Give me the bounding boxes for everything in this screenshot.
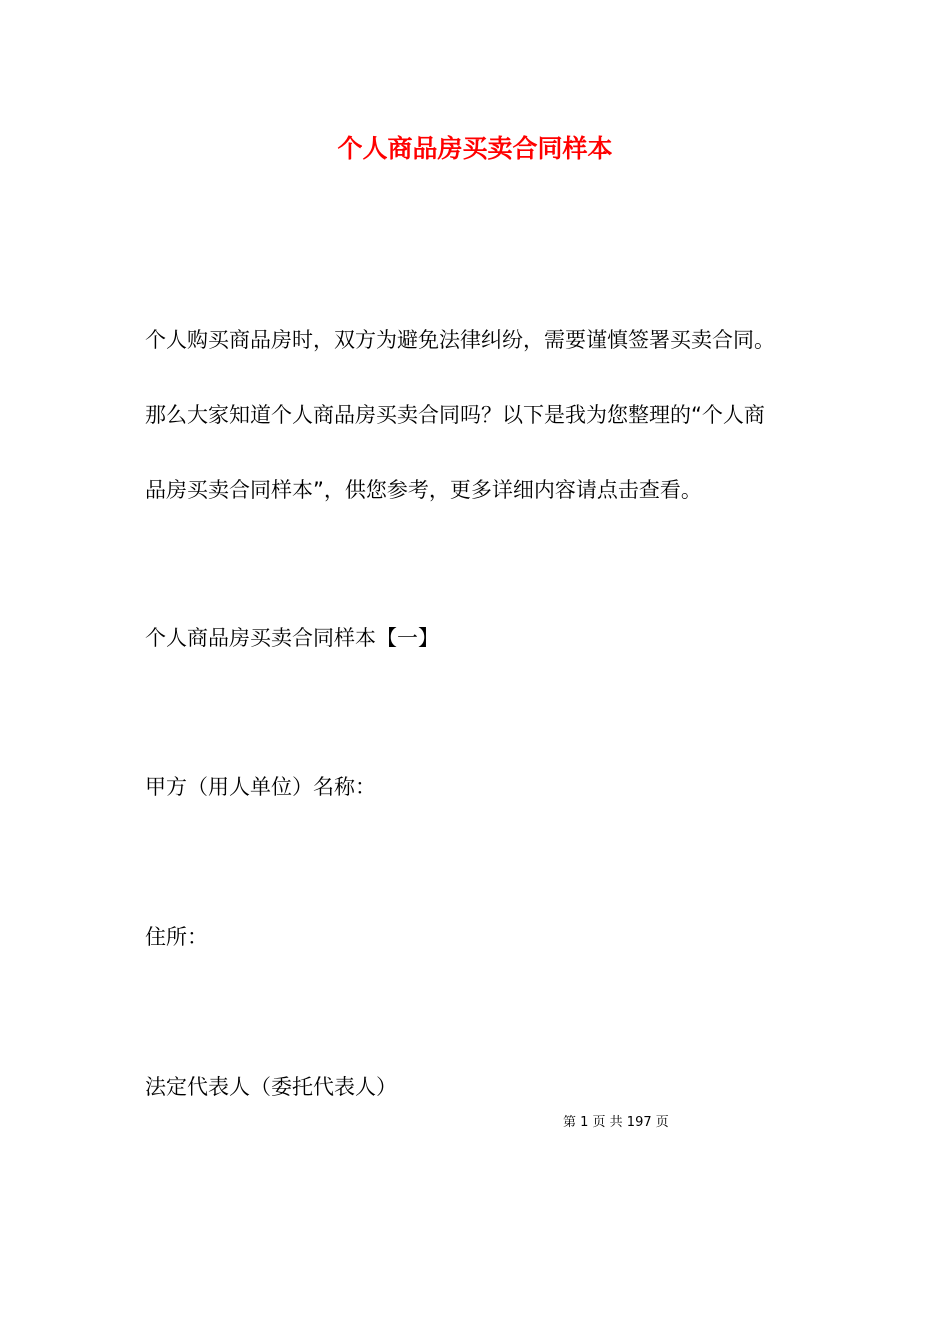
intro-line-2: 那么大家知道个人商品房买卖合同吗？以下是我为您整理的“个人商 [145,403,765,427]
intro-line-1: 个人购买商品房时，双方为避免法律纠纷，需要谨慎签署买卖合同。 [145,328,775,352]
address-field: 住所： [145,925,208,949]
document-title: 个人商品房买卖合同样本 [337,134,613,163]
party-a-name-field: 甲方（用人单位）名称： [145,775,376,799]
section-heading: 个人商品房买卖合同样本【一】 [145,626,439,650]
page-footer: 第 1 页 共 197 页 [563,1115,669,1130]
intro-line-3: 品房买卖合同样本”，供您参考，更多详细内容请点击查看。 [145,478,702,502]
legal-representative-field: 法定代表人（委托代表人） [145,1075,397,1099]
